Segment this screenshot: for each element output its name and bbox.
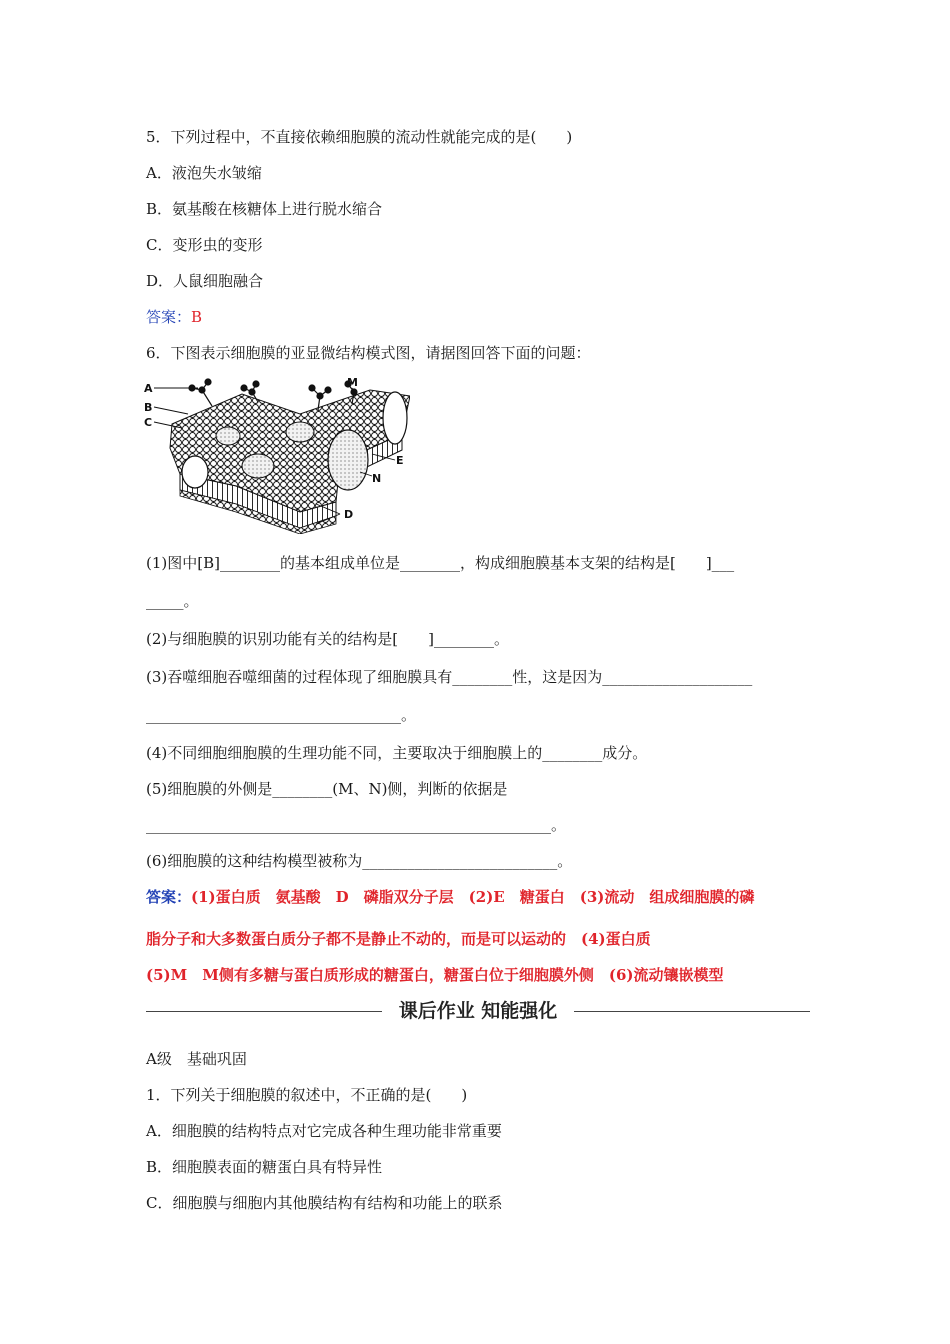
figure-label-d: D xyxy=(344,508,354,521)
figure-label-m: M xyxy=(347,376,358,389)
answer-value: B xyxy=(191,308,203,326)
hw1-stem: 1．下列关于细胞膜的叙述中，不正确的是( ) xyxy=(146,1086,468,1104)
q6-answer-line2: 脂分子和大多数蛋白质分子都不是静止不动的，而是可以运动的 (4)蛋白质 xyxy=(146,930,651,948)
q6-sub3-line1: (3)吞噬细胞吞噬细菌的过程体现了细胞膜具有________性，这是因为____________________ xyxy=(146,668,753,686)
q6-sub2: (2)与细胞膜的识别功能有关的结构是[ ]________。 xyxy=(146,630,509,648)
q6-answer-line3: (5)M M侧有多糖与蛋白质形成的糖蛋白，糖蛋白位于细胞膜外侧 (6)流动镶嵌模型 xyxy=(146,966,724,984)
q5-option-d: D．人鼠细胞融合 xyxy=(146,272,264,290)
hw1-option-a: A．细胞膜的结构特点对它完成各种生理功能非常重要 xyxy=(146,1122,502,1140)
leader-b xyxy=(154,407,188,414)
q5-answer xyxy=(146,307,202,327)
q5-stem: 5．下列过程中，不直接依赖细胞膜的流动性就能完成的是( ) xyxy=(146,128,573,146)
q6-sub4: (4)不同细胞细胞膜的生理功能不同，主要取决于细胞膜上的________成分。 xyxy=(146,744,648,762)
phospholipid-bilayer xyxy=(170,390,410,534)
level-heading: A级 基础巩固 xyxy=(146,1050,247,1068)
hw1-option-b: B．细胞膜表面的糖蛋白具有特异性 xyxy=(146,1158,383,1176)
answer-text: (1)蛋白质 氨基酸 D 磷脂双分子层 (2)E 糖蛋白 (3)流动 组成细胞膜的磷 xyxy=(191,888,755,906)
q6-sub5-line1: (5)细胞膜的外侧是________(M、N)侧，判断的依据是 xyxy=(146,780,508,798)
figure-label-b: B xyxy=(144,401,153,414)
section-banner xyxy=(146,996,810,1026)
q5-option-a: A．液泡失水皱缩 xyxy=(146,164,262,182)
q6-sub1-line2: _____。 xyxy=(146,592,199,610)
banner-rule-right xyxy=(574,1011,810,1012)
cell-membrane-diagram xyxy=(140,376,410,534)
answer-label: 答案： xyxy=(146,308,192,326)
q5-option-b: B．氨基酸在核糖体上进行脱水缩合 xyxy=(146,200,383,218)
section-title: 课后作业 知能强化 xyxy=(398,1000,558,1022)
figure-label-n: N xyxy=(372,472,382,485)
q6-sub5-line2: ______________________________________________________。 xyxy=(146,816,567,834)
figure-label-c: C xyxy=(144,416,153,429)
hw1-option-c: C．细胞膜与细胞内其他膜结构有结构和功能上的联系 xyxy=(146,1194,503,1212)
answer-label: 答案： xyxy=(146,888,192,906)
q6-sub1-line1: (1)图中[B]________的基本组成单位是________，构成细胞膜基本支架的结构是[ ]___ xyxy=(146,554,735,572)
q6-stem: 6．下图表示细胞膜的亚显微结构模式图，请据图回答下面的问题： xyxy=(146,344,591,362)
figure-label-e: E xyxy=(396,454,404,467)
figure-label-a: A xyxy=(144,382,153,395)
q6-answer-line1 xyxy=(146,887,754,907)
q6-sub6: (6)细胞膜的这种结构模型被称为__________________________。 xyxy=(146,852,573,870)
q6-sub3-line2: __________________________________。 xyxy=(146,706,417,724)
q5-option-c: C．变形虫的变形 xyxy=(146,236,263,254)
